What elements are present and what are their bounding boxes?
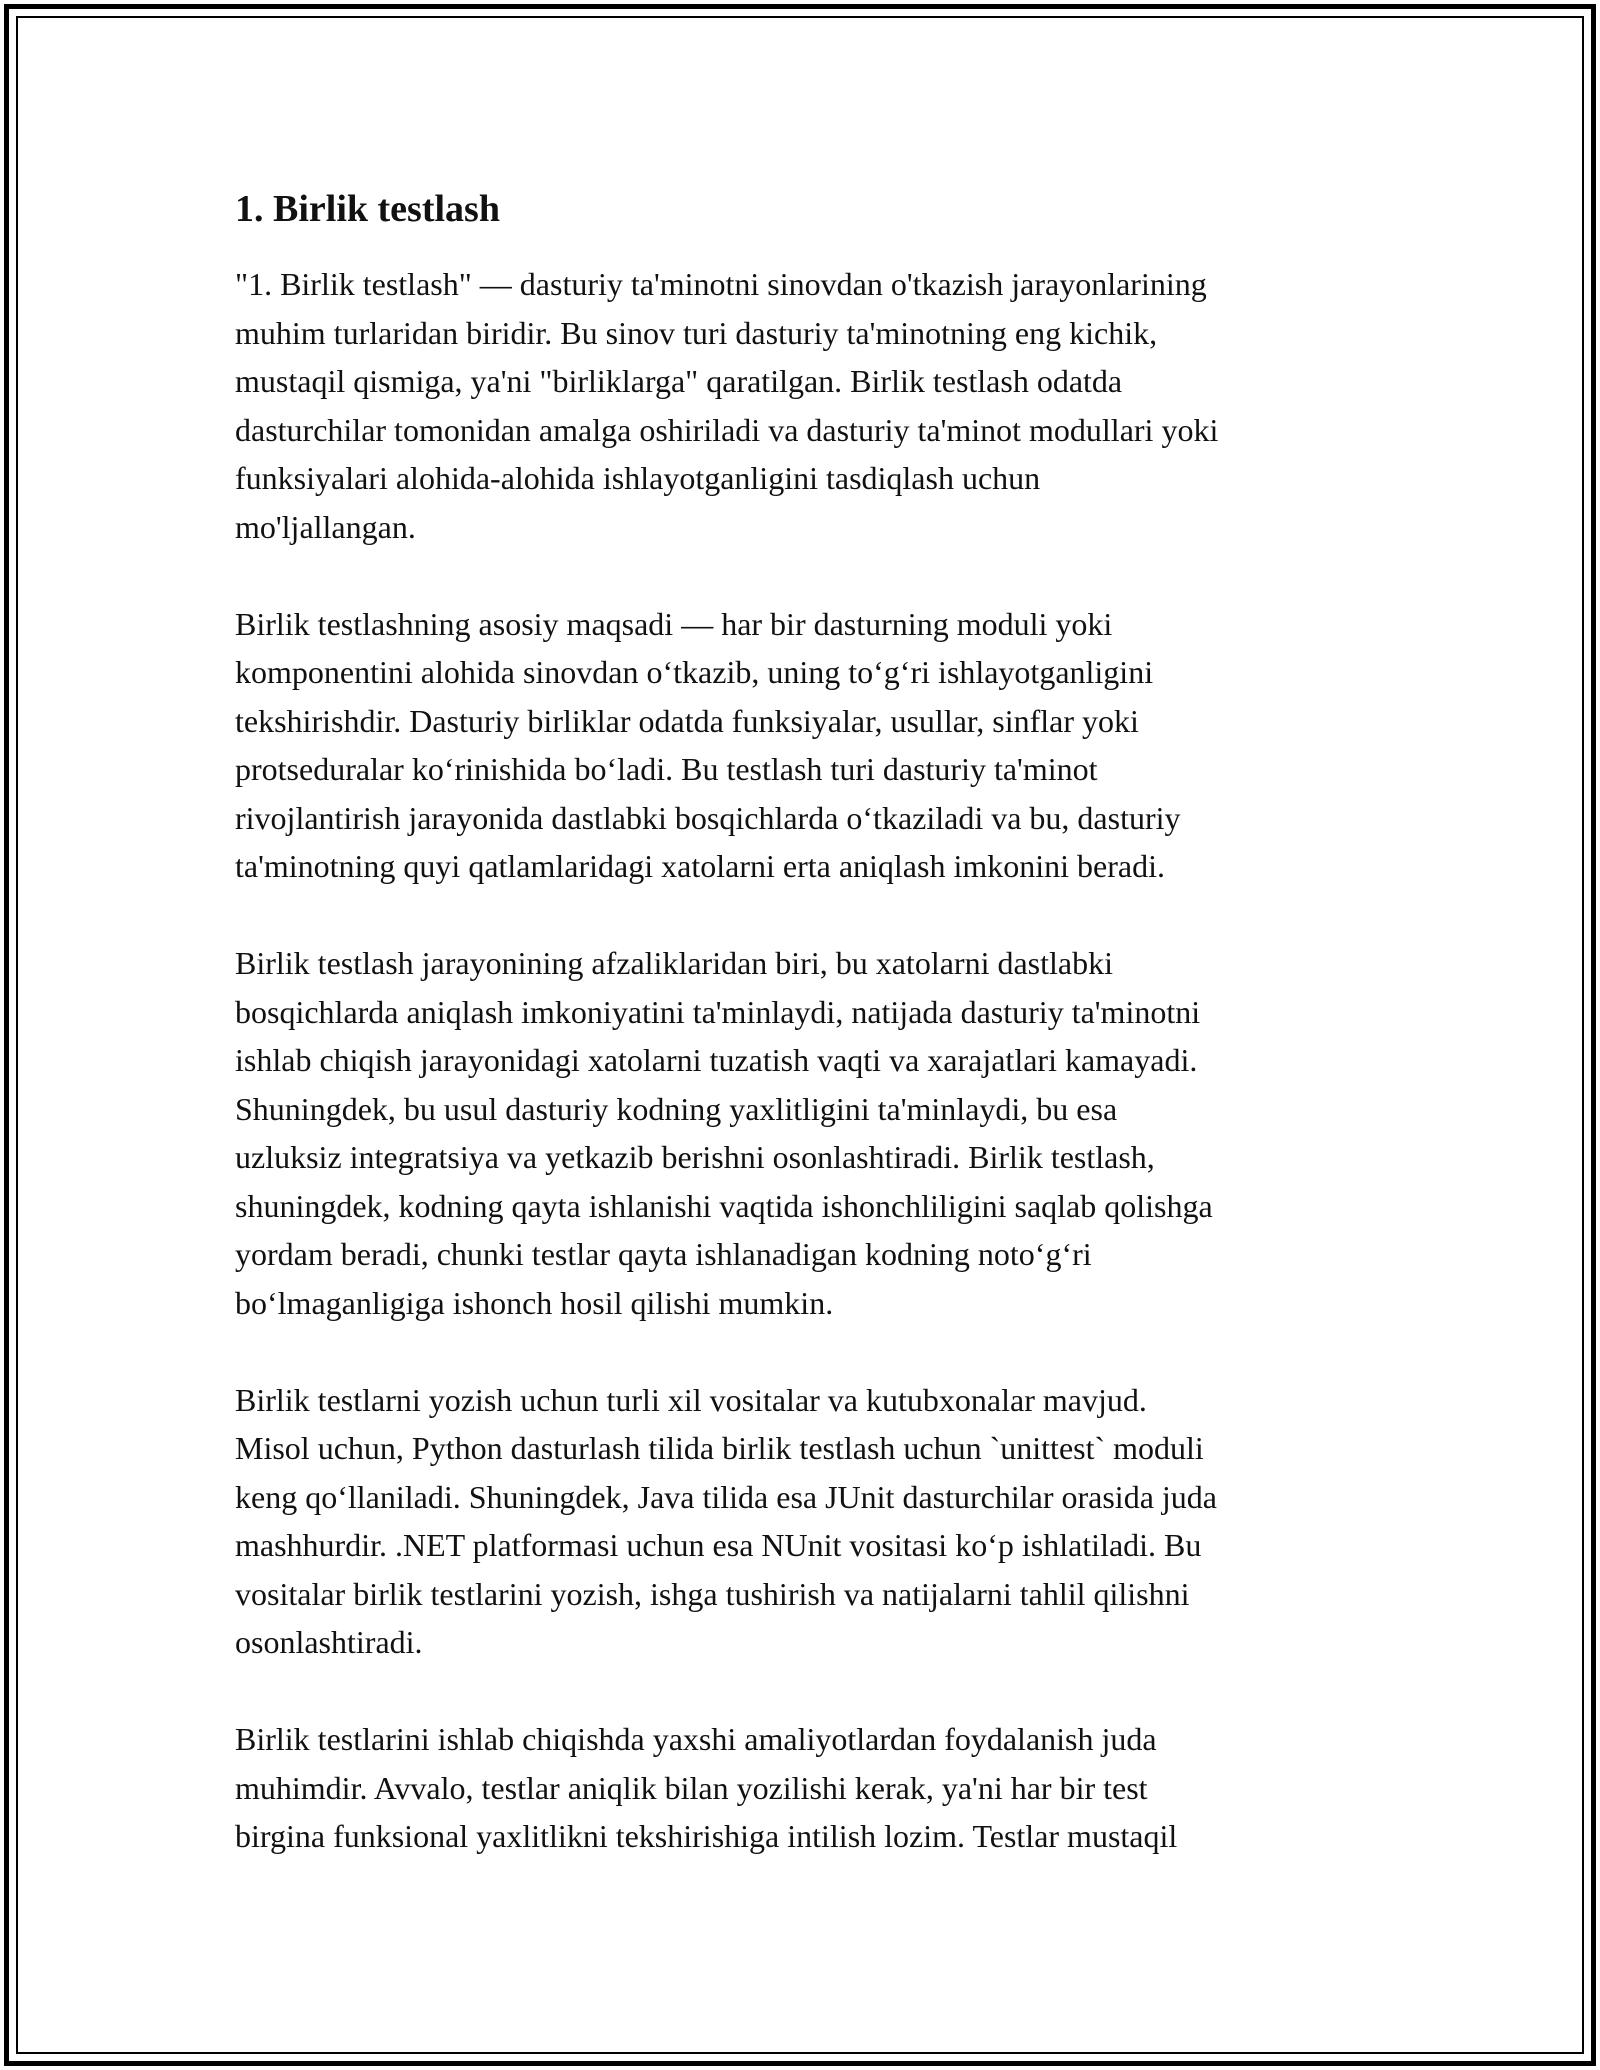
section-heading: 1. Birlik testlash xyxy=(235,188,500,230)
paragraph-4: Birlik testlarni yozish uchun turli xil vositalar va kutubxonalar mavjud. Misol uchun, Python dasturlash tilida birlik testlash uchun `unittest` moduli keng qo‘llaniladi. Shuningdek, Java tilida esa JUnit dasturchilar orasida juda mashhurdir. .NET platformasi uchun esa NUnit vositasi ko‘p ishlatiladi. Bu vositalar birlik testlarini yozish, ishga tushirish va natijalarni tahlil qilishni osonlashtiradi. xyxy=(235,1381,1217,1661)
paragraph-3: Birlik testlash jarayonining afzaliklaridan biri, bu xatolarni dastlabki bosqichlarda aniqlash imkoniyatini ta'minlaydi, natijada dasturiy ta'minotni ishlab chiqish jarayonidagi xatolarni tuzatish vaqti va xarajatlari kamayadi. Shuningdek, bu usul dasturiy kodning yaxlitligini ta'minlaydi, bu esa uzluksiz integratsiya va yetkazib berishni osonlashtiradi. Birlik testlash, shuningdek, kodning qayta ishlanishi vaqtida ishonchliligini saqlab qolishga yordam beradi, chunki testlar qayta ishlanadigan kodning noto‘g‘ri bo‘lmaganligiga ishonch hosil qilishi mumkin. xyxy=(235,945,1213,1321)
document-body xyxy=(235,185,1395,1909)
paragraph-5: Birlik testlarini ishlab chiqishda yaxshi amaliyotlardan foydalanish juda muhimdir. Avvalo, testlar aniqlik bilan yozilishi kerak, ya'ni har bir test birgina funksional yaxlitlikni tekshirishiga intilish lozim. Testlar mustaqil xyxy=(235,1721,1178,1855)
paragraph-1: "1. Birlik testlash" — dasturiy ta'minotni sinovdan o'tkazish jarayonlarining muhim turlaridan biridir. Bu sinov turi dasturiy ta'minotning eng kichik, mustaqil qismiga, ya'ni "birliklarga" qaratilgan. Birlik testlash odatda dasturchilar tomonidan amalga oshiriladi va dasturiy ta'minot modullari yoki funksiyalari alohida-alohida ishlayotganligini tasdiqlash uchun mo'ljallangan. xyxy=(235,266,1219,545)
paragraph-2: Birlik testlashning asosiy maqsadi — har bir dasturning moduli yoki komponentini alohida sinovdan o‘tkazib, uning to‘g‘ri ishlayotganligini tekshirishdir. Dasturiy birliklar odatda funksiyalar, usullar, sinflar yoki protseduralar ko‘rinishida bo‘ladi. Bu testlash turi dasturiy ta'minot rivojlantirish jarayonida dastlabki bosqichlarda o‘tkaziladi va bu, dasturiy ta'minotning quyi qatlamlaridagi xatolarni erta aniqlash imkonini beradi. xyxy=(235,605,1181,885)
